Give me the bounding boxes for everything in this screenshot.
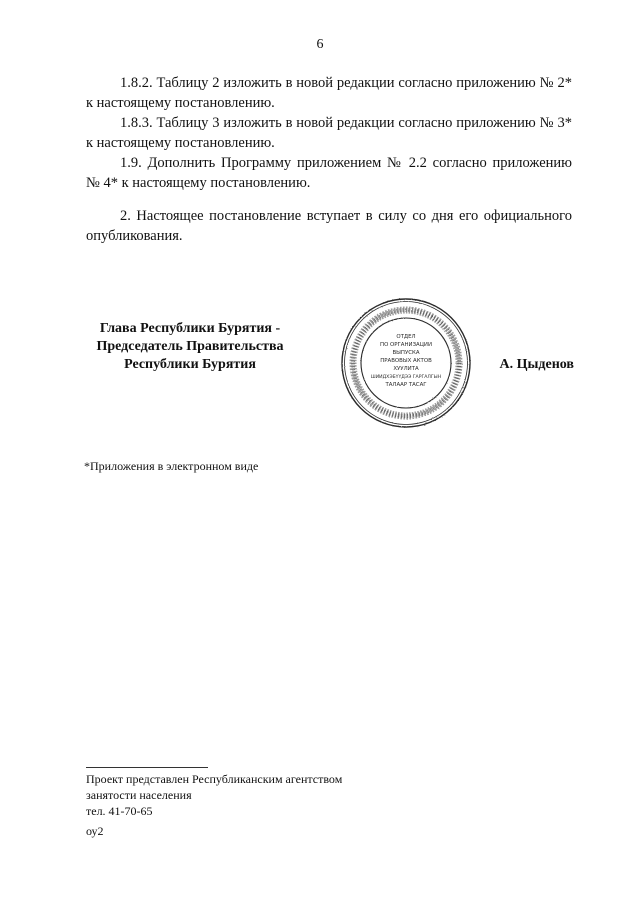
seal-line: ХУУЛИТА: [393, 366, 419, 372]
seal-line: ПО ОРГАНИЗАЦИИ: [380, 342, 432, 348]
signatory-title-line: Глава Республики Бурятия -: [99, 321, 281, 336]
seal-line: ТАЛААР ТАСАГ: [385, 382, 427, 388]
signatory-title-line: Председатель Правительства: [96, 339, 284, 354]
paragraph-1-9: 1.9. Дополнить Программу приложением № 2.2 согласно приложению № 4* к настоящему постановлению.: [86, 155, 572, 191]
footer-line: Проект представлен Республиканским агентством: [86, 772, 343, 786]
seal-line: ШИИДХЭБҮҮДЭЭ ГАРГАЛГЫН: [370, 375, 442, 380]
footer-code: оу2: [86, 824, 104, 838]
seal-line: ВЫПУСКА: [392, 350, 420, 356]
seal-line: ПРАВОВЫХ АКТОВ: [380, 358, 432, 364]
footer-line: тел. 41-70-65: [86, 804, 153, 818]
footer-divider: [86, 767, 208, 768]
seal-line: ОТДЕЛ: [396, 334, 416, 340]
signatory-name: А. Цыденов: [499, 357, 574, 372]
official-seal: [336, 294, 476, 432]
amendment-paragraphs: [86, 73, 572, 193]
signatory-title-line: Республики Бурятия: [124, 357, 256, 372]
paragraph-2: 2. Настоящее постановление вступает в силу со дня его официального опубликования.: [86, 208, 572, 244]
footer-block: [86, 771, 342, 819]
paragraph-1-8-2: 1.8.2. Таблицу 2 изложить в новой редакции согласно приложению № 2* к настоящему постановлению.: [86, 75, 572, 111]
footer-line: занятости населения: [86, 788, 192, 802]
attachments-footnote: *Приложения в электронном виде: [84, 459, 259, 473]
page-number: 6: [316, 37, 324, 52]
signatory-title: [80, 320, 300, 374]
paragraph-1-8-3: 1.8.3. Таблицу 3 изложить в новой редакции согласно приложению № 3* к настоящему постановлению.: [86, 115, 572, 151]
